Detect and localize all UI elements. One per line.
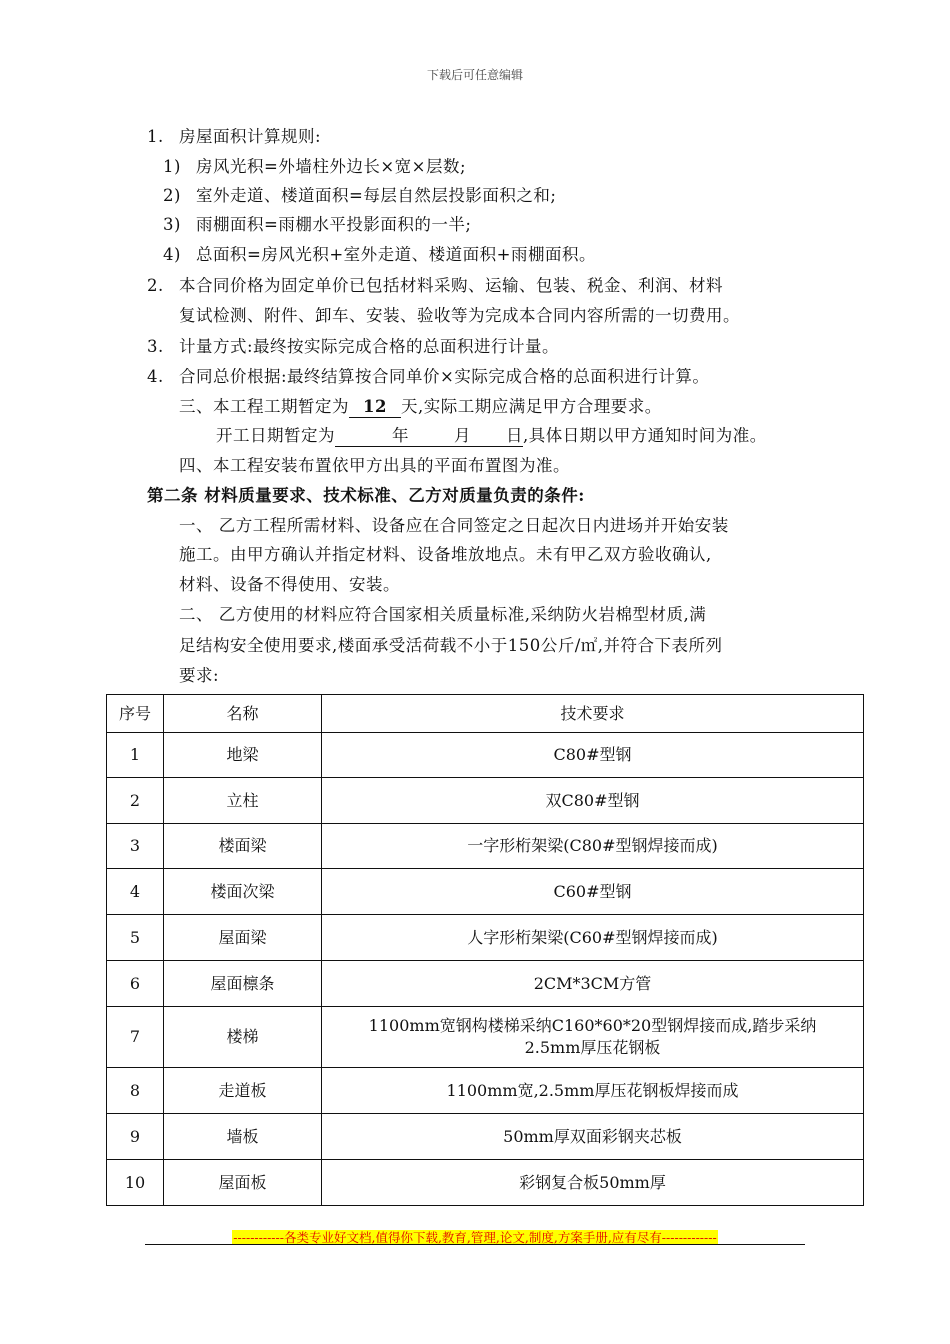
row-requirement: 2CM*3CM方管 <box>322 961 864 1007</box>
spec-table <box>106 694 864 1206</box>
duration-days: 12 <box>349 397 401 418</box>
row-number: 8 <box>107 1068 164 1114</box>
item-2 <box>147 276 723 296</box>
row-name: 屋面梁 <box>164 915 322 961</box>
clause-2: 二、 乙方使用的材料应符合国家相关质量标准,采纳防火岩棉型材质,满 <box>179 605 707 624</box>
item-1-text: 房屋面积计算规则: <box>179 127 322 146</box>
item-3-number: 3. <box>147 337 164 356</box>
item-1b-text: 室外走道、楼道面积=每层自然层投影面积之和; <box>196 186 557 205</box>
row-requirement: 1100mm宽,2.5mm厚压花钢板焊接而成 <box>322 1068 864 1114</box>
table-row <box>107 1114 864 1160</box>
item-1d <box>163 245 596 265</box>
clause-2-cont2: 要求: <box>179 666 220 685</box>
footer-text: ------------各类专业好文档,值得你下载,教育,管理,论文,制度,方案手册,应有尽有------------- <box>233 1230 717 1245</box>
item-1c-text: 雨棚面积=雨棚水平投影面积的一半; <box>196 215 472 234</box>
section-4: 四、本工程安装布置依甲方出具的平面布置图为准。 <box>179 456 570 475</box>
item-4 <box>147 367 709 387</box>
item-2-cont: 复试检测、附件、卸车、安装、验收等为完成本合同内容所需的一切费用。 <box>179 306 740 325</box>
row-requirement: 50mm厚双面彩钢夹芯板 <box>322 1114 864 1160</box>
table-row <box>107 733 864 778</box>
item-1c <box>163 215 471 235</box>
row-name: 楼梯 <box>164 1007 322 1068</box>
header-cell: 技术要求 <box>322 695 864 733</box>
row-name: 楼面梁 <box>164 824 322 869</box>
row-number: 2 <box>107 778 164 824</box>
table-row <box>107 915 864 961</box>
item-3 <box>147 337 559 357</box>
table-row <box>107 1160 864 1206</box>
row-requirement <box>322 1007 864 1068</box>
clause-2-cont: 足结构安全使用要求,楼面承受活荷载不小于150公斤/㎡,并符合下表所列 <box>179 636 723 655</box>
table-row <box>107 824 864 869</box>
row-requirement: 人字形桁架梁(C60#型钢焊接而成) <box>322 915 864 961</box>
table-row <box>107 869 864 915</box>
section-3-suffix: 天,实际工期应满足甲方合理要求。 <box>401 397 662 416</box>
row-name: 墙板 <box>164 1114 322 1160</box>
row-name: 地梁 <box>164 733 322 778</box>
item-1d-text: 总面积=房风光积+室外走道、楼道面积+雨棚面积。 <box>196 245 596 264</box>
start-year: 年 <box>335 426 409 447</box>
item-2-number: 2. <box>147 276 164 295</box>
row-number: 5 <box>107 915 164 961</box>
item-3-text: 计量方式:最终按实际完成合格的总面积进行计量。 <box>179 337 560 356</box>
item-1 <box>147 127 321 147</box>
item-1-number: 1. <box>147 127 164 146</box>
section-3-prefix: 三、本工程工期暂定为 <box>179 397 349 416</box>
item-1d-number: 4) <box>163 245 181 264</box>
row-number: 4 <box>107 869 164 915</box>
clause-1-cont2: 材料、设备不得使用、安装。 <box>179 575 400 594</box>
row-number: 7 <box>107 1007 164 1068</box>
item-2-text: 本合同价格为固定单价已包括材料采购、运输、包装、税金、利润、材料 <box>179 276 723 295</box>
row-requirement: 双C80#型钢 <box>322 778 864 824</box>
table-row <box>107 778 864 824</box>
item-4-text: 合同总价根据:最终结算按合同单价×实际完成合格的总面积进行计算。 <box>179 367 710 386</box>
start-month: 月 <box>409 426 471 447</box>
item-1c-number: 3) <box>163 215 181 234</box>
requirement-line-1: 1100mm宽钢构楼梯采纳C160*60*20型钢焊接而成,踏步采纳 <box>368 1016 817 1035</box>
start-date-suffix: ,具体日期以甲方通知时间为准。 <box>523 426 767 445</box>
row-number: 6 <box>107 961 164 1007</box>
item-1a <box>163 157 466 177</box>
row-name: 屋面板 <box>164 1160 322 1206</box>
page-header: 下载后可任意编辑 <box>426 68 523 82</box>
start-date-prefix: 开工日期暂定为 <box>216 426 335 445</box>
table-header-row <box>107 695 864 733</box>
row-requirement: 一字形桁架梁(C80#型钢焊接而成) <box>322 824 864 869</box>
row-number: 9 <box>107 1114 164 1160</box>
row-requirement: 彩钢复合板50mm厚 <box>322 1160 864 1206</box>
item-1b-number: 2) <box>163 186 181 205</box>
header-cell: 序号 <box>107 695 164 733</box>
row-name: 走道板 <box>164 1068 322 1114</box>
row-requirement: C80#型钢 <box>322 733 864 778</box>
requirement-line-2: 2.5mm厚压花钢板 <box>524 1038 661 1057</box>
table-row <box>107 1068 864 1114</box>
item-1a-text: 房风光积=外墙柱外边长×宽×层数; <box>196 157 467 176</box>
start-day: 日 <box>471 426 523 447</box>
row-number: 3 <box>107 824 164 869</box>
item-1b <box>163 186 556 206</box>
table-row <box>107 1007 864 1068</box>
row-number: 10 <box>107 1160 164 1206</box>
row-number: 1 <box>107 733 164 778</box>
row-requirement: C60#型钢 <box>322 869 864 915</box>
footer-rule <box>145 1244 805 1245</box>
table-row <box>107 961 864 1007</box>
clause-1: 一、 乙方工程所需材料、设备应在合同签定之日起次日内进场并开始安装 <box>179 516 729 535</box>
clause-1-cont: 施工。由甲方确认并指定材料、设备堆放地点。未有甲乙双方验收确认, <box>179 545 712 564</box>
row-name: 楼面次梁 <box>164 869 322 915</box>
start-date-line <box>216 426 767 447</box>
item-4-number: 4. <box>147 367 164 386</box>
header-cell: 名称 <box>164 695 322 733</box>
item-1a-number: 1) <box>163 157 181 176</box>
article-2-heading: 第二条 材料质量要求、技术标准、乙方对质量负责的条件: <box>147 486 585 505</box>
row-name: 屋面檩条 <box>164 961 322 1007</box>
row-name: 立柱 <box>164 778 322 824</box>
section-3 <box>179 397 662 418</box>
